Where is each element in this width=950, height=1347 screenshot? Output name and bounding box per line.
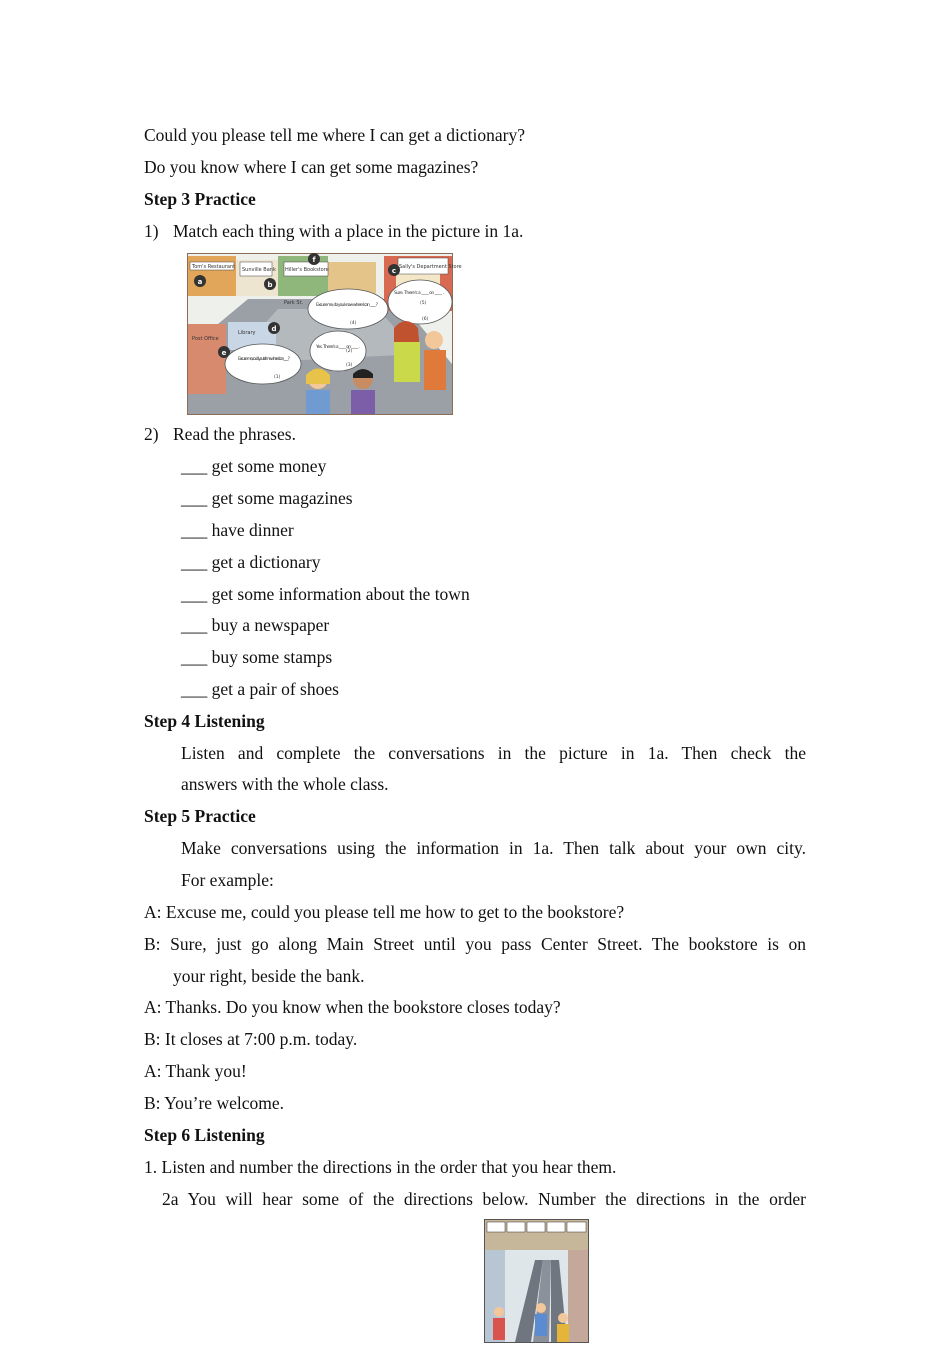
step3-heading: Step 3 Practice xyxy=(144,189,256,209)
step5-heading: Step 5 Practice xyxy=(144,806,256,826)
step5-paragraph-line-1: Make conversations using the information in 1a. Then talk about your own city. xyxy=(181,838,806,858)
item-text: Match each thing with a place in the picture in 1a. xyxy=(173,221,524,241)
item-number: 1) xyxy=(144,221,159,241)
bubble-number-2: (2) xyxy=(346,349,353,354)
bubble-3-text: Yes. There's a ____ on ____ . xyxy=(316,345,360,350)
phrase-item: ___ get a dictionary xyxy=(181,552,321,572)
mall-escalator-illustration xyxy=(484,1219,589,1343)
marker-b: b xyxy=(267,281,273,289)
bubble-number-1: (1) xyxy=(274,375,281,380)
step5-paragraph-line-2: For example: xyxy=(181,870,274,890)
step6-item-2: 2a You will hear some of the directions below. Number the directions in the order xyxy=(162,1189,806,1209)
item-number: 2) xyxy=(144,424,159,444)
marker-a: a xyxy=(197,278,203,286)
sign-post-office: Post Office xyxy=(192,336,219,342)
bubble-number-3: (3) xyxy=(346,363,353,368)
bubble-number-4: (4) xyxy=(350,321,357,326)
bubble-1-text: Excuse me, could you tell me where I can ____ ? xyxy=(238,357,290,362)
sign-restaurant: Tom's Restaurant xyxy=(192,264,236,270)
phrase-item: ___ get some information about the town xyxy=(181,584,470,604)
sign-street: Park St. xyxy=(284,300,304,306)
sign-bank: Sunville Bank xyxy=(242,267,276,273)
bubble-number-6: (6) xyxy=(422,317,429,322)
step4-paragraph-line-1: Listen and complete the conversations in the picture in 1a. Then check the xyxy=(181,743,806,763)
phrase-item: ___ have dinner xyxy=(181,520,294,540)
sign-bookstore: Hiller's Bookstore xyxy=(285,267,329,273)
street-scene-illustration xyxy=(187,253,462,415)
dialogue-line-continued: your right, beside the bank. xyxy=(173,966,365,986)
step6-heading: Step 6 Listening xyxy=(144,1125,265,1145)
marker-c: c xyxy=(391,267,397,275)
dialogue-line: B: You’re welcome. xyxy=(144,1093,284,1113)
item-text: Read the phrases. xyxy=(173,424,296,444)
phrase-item: ___ buy a newspaper xyxy=(181,615,330,635)
phrase-item: ___ get some money xyxy=(181,456,327,476)
step3-item-2 xyxy=(144,423,296,445)
sign-department-store: Sally's Department Store xyxy=(399,264,462,270)
marker-f: f xyxy=(312,256,316,264)
dialogue-line: A: Thanks. Do you know when the bookstore closes today? xyxy=(144,997,561,1017)
bubble-2-text: Excuse me, do you know where I can ____ ? xyxy=(316,303,378,308)
step4-paragraph-line-2: answers with the whole class. xyxy=(181,774,389,794)
step4-heading: Step 4 Listening xyxy=(144,711,265,731)
phrase-item: ___ get some magazines xyxy=(181,488,353,508)
dialogue-line: B: It closes at 7:00 p.m. today. xyxy=(144,1029,358,1049)
phrase-item: ___ get a pair of shoes xyxy=(181,679,339,699)
marker-d: d xyxy=(271,325,277,333)
step6-item-1: 1. Listen and number the directions in the order that you hear them. xyxy=(144,1157,617,1177)
dialogue-line: A: Excuse me, could you please tell me how to get to the bookstore? xyxy=(144,902,625,922)
dialogue-line: A: Thank you! xyxy=(144,1061,247,1081)
dialogue-line: B: Sure, just go along Main Street until you pass Center Street. The bookstore is on xyxy=(144,934,806,954)
marker-e: e xyxy=(221,349,227,357)
intro-line-1: Could you please tell me where I can get a dictionary? xyxy=(144,125,525,145)
sign-library: Library xyxy=(238,330,256,336)
phrase-item: ___ buy some stamps xyxy=(181,647,333,667)
intro-line-2: Do you know where I can get some magazines? xyxy=(144,157,479,177)
step3-item-1 xyxy=(144,220,523,242)
bubble-number-5: (5) xyxy=(420,301,427,306)
bubble-4-text: Sure. There's a ____ on ____ . xyxy=(394,291,444,296)
